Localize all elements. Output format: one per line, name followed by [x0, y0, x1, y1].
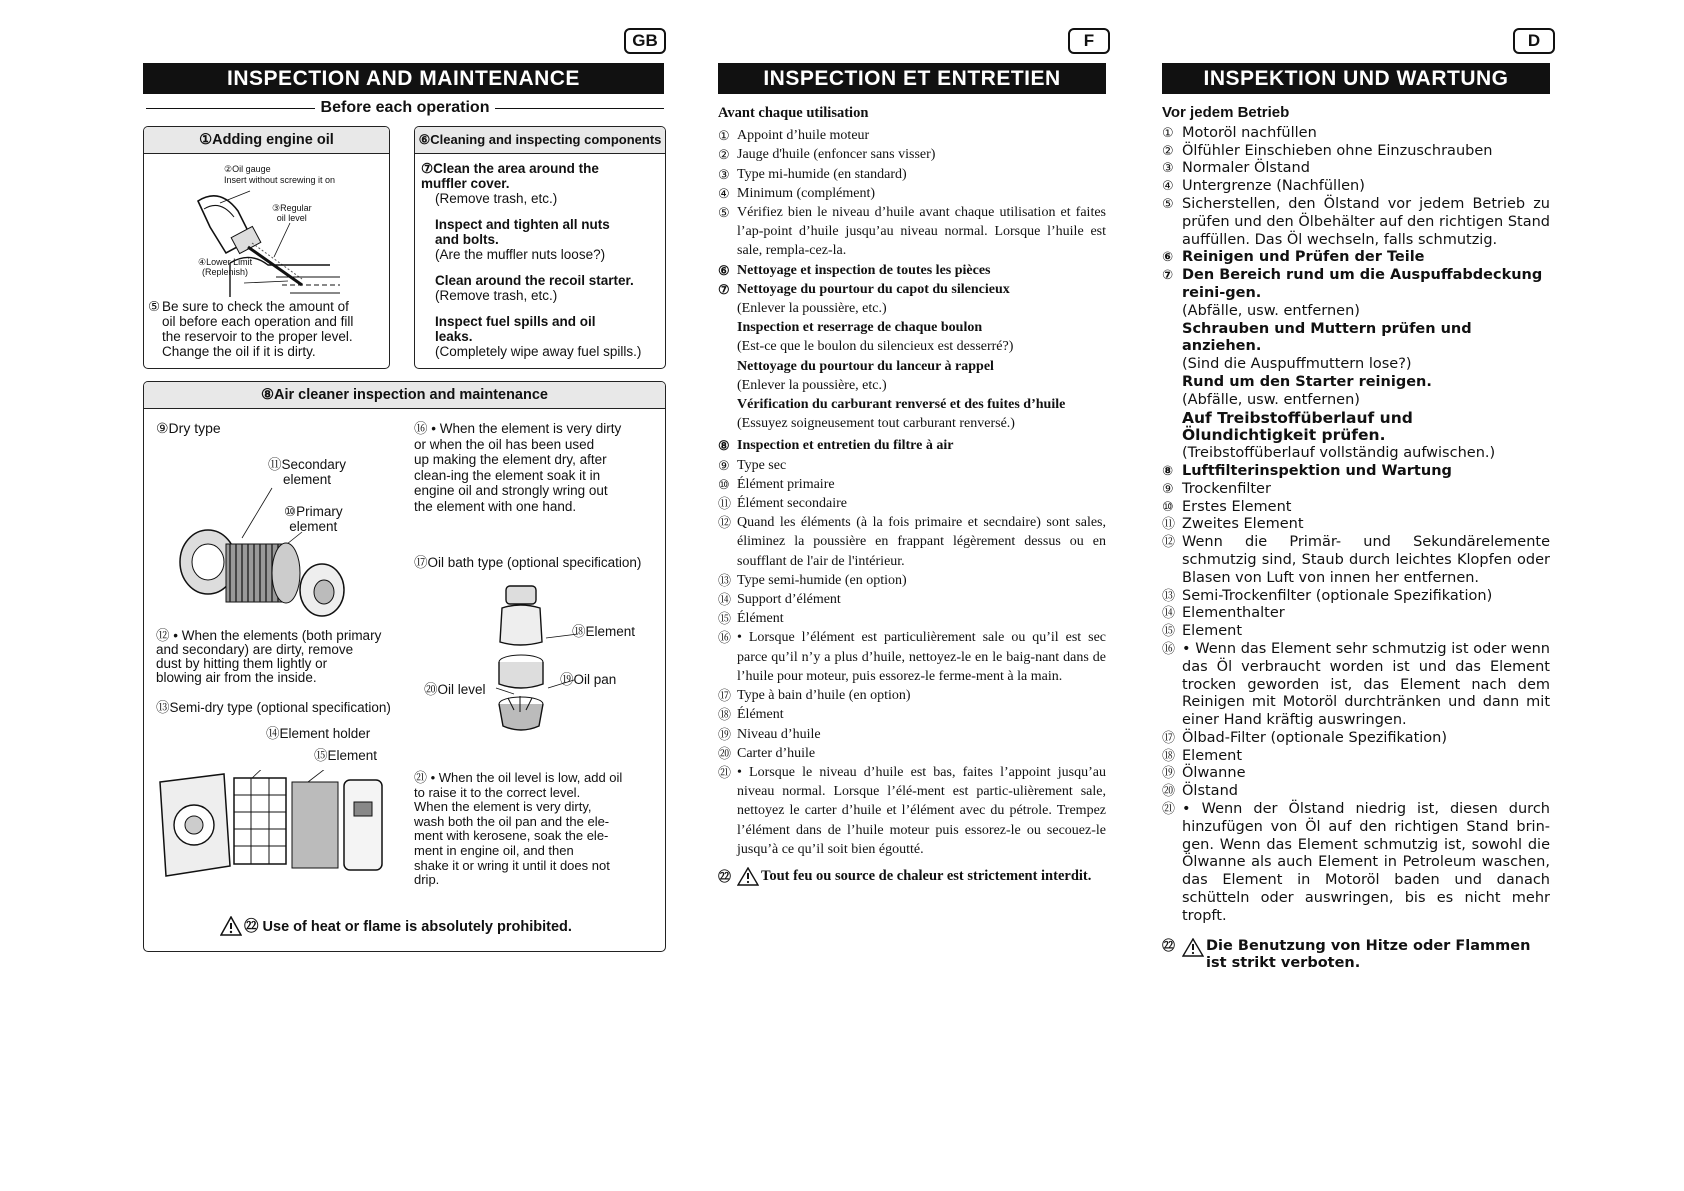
de-item-7f: Auf Treibstoffüberlauf und Ölundichtigkeit prüfen. — [1182, 408, 1413, 445]
de-item-1: ① Motoröl nachfüllen — [1162, 124, 1317, 141]
language-badge-d: D — [1513, 28, 1555, 54]
air-cleaner-header: ⑧Air cleaner inspection and maintenance — [144, 382, 665, 409]
cleaning-box — [414, 126, 666, 369]
fr-item-12: ⑫ Quand les éléments (à la fois primaire et secndaire) sont sales, éliminez la poussière en frappant légèrement dessus ou en soufflant de l'air de l'intérieur. — [718, 515, 1106, 569]
fr-item-16: ⑯ • Lorsque l’élément est particulièrement sale ou qu’il est sec parce qu’il n’y a plus d’huile, nettoyez-le en le baig-nant dans de l’huile pour moteur, puis essorez-le ferme-ment à la main. — [718, 630, 1106, 684]
de-column — [1162, 104, 1550, 973]
de-warning-icon — [1182, 938, 1204, 957]
gb-title-bar: INSPECTION AND MAINTENANCE — [143, 63, 664, 94]
fr-item-17: ⑰ Type à bain d’huile (en option) — [718, 688, 911, 704]
de-item-6: ⑥ Reinigen und Prüfen der Teile — [1162, 249, 1425, 266]
de-item-8: ⑧ Luftfilterinspektion und Wartung — [1162, 462, 1452, 479]
de-subtitle: Vor jedem Betrieb — [1162, 104, 1290, 121]
note-21: ㉑ • When the oil level is low, add oil to raise it to the correct level. When the element is very dirty, wash both the oil pan and the ele- ment with kerosene, soak the ele- ment in engine oil, and then shake it or wring it until it does not drip. — [414, 770, 623, 888]
fr-item-7d: Nettoyage du pourtour du lanceur à rappel — [737, 358, 994, 374]
fr-item-15: ⑮ Élément — [718, 611, 784, 627]
de-item-7: ⑦ Den Bereich rund um die Auspuffabdeckung reini-gen. — [1162, 267, 1543, 301]
clean-item-1-title: ⑦Clean the area around the muffler cover. — [421, 161, 599, 191]
fr-item-19: ⑲ Niveau d’huile — [718, 726, 821, 742]
dry-type-label: ⑨Dry type — [156, 420, 221, 436]
de-title-bar: INSPEKTION UND WARTUNG — [1162, 63, 1550, 94]
regular-level-label: ③Regular oil level — [272, 203, 312, 223]
fr-item-10: ⑩ Élément primaire — [718, 476, 835, 492]
clean-item-4-detail: (Completely wipe away fuel spills.) — [435, 344, 642, 359]
de-item-21: ㉑ • Wenn der Ölstand niedrig ist, diesen durch hinzufügen von Öl auf den richtigen Stand brin-gen. Wenn das Element schmutzig ist, sowohl die Ölwanne als auch Element in Petroleum waschen, das Element in Motoröl baden und danach schütteln oder auswringen, bis es nicht mehr tropft. — [1162, 801, 1550, 924]
fr-item-4: ④ Minimum (complément) — [718, 185, 876, 201]
de-item-19: ⑲ Ölwanne — [1162, 765, 1246, 782]
fr-item-8: ⑧ Inspection et entretien du filtre à air — [718, 438, 954, 454]
de-item-7a: (Abfälle, usw. entfernen) — [1182, 302, 1360, 319]
de-item-7b: Schrauben und Muttern prüfen und anziehen. — [1182, 320, 1472, 355]
de-item-7e: (Abfälle, usw. entfernen) — [1182, 391, 1360, 408]
element-18-label: ⑱Element — [572, 624, 636, 639]
oil-gauge-label: ②Oil gauge — [224, 164, 271, 174]
oil-note-number: ⑤ — [148, 299, 161, 314]
fr-item-22: ㉒ Tout feu ou source de chaleur est strictement interdit. — [718, 867, 1092, 884]
element-15-label: ⑮Element — [314, 748, 378, 763]
warning-text: ㉒ Use of heat or flame is absolutely prohibited. — [244, 919, 572, 935]
de-item-7c: (Sind die Auspuffmuttern lose?) — [1182, 356, 1412, 373]
semi-dry-label: ⑬Semi-dry type (optional specification) — [156, 700, 391, 715]
oil-box-header: ①Adding engine oil — [144, 127, 389, 154]
fr-item-5: ⑤ Vérifiez bien le niveau d’huile avant chaque utilisation et faites l’ap-point d’huile jusqu’au niveau normal. Lorsque l’huile est sale, rempla-cez-la. — [718, 205, 1106, 259]
oil-box — [143, 126, 390, 369]
de-item-5: ⑤ Sicherstellen, den Ölstand vor jedem Betrieb zu prüfen und den Ölbehälter auf den richtigen Stand auffüllen. Das Öl wechseln, falls schmutzig. — [1162, 195, 1550, 248]
oil-pan-label: ⑲Oil pan — [560, 672, 617, 687]
fr-warning-icon — [737, 867, 759, 886]
language-badge-gb: GB — [624, 28, 666, 54]
de-item-11: ⑪ Zweites Element — [1162, 516, 1304, 533]
oil-level-label: ⑳Oil level — [424, 682, 486, 697]
semi-dry-filter-illustration — [158, 770, 384, 882]
oil-note: Be sure to check the amount of oil before each operation and fill the reservoir to the proper level. Change the oil if it is dirty. — [162, 299, 354, 359]
de-item-7d: Rund um den Starter reinigen. — [1182, 373, 1432, 390]
clean-item-1-detail: (Remove trash, etc.) — [435, 191, 558, 206]
de-item-13: ⑬ Semi-Trockenfilter (optionale Spezifikation) — [1162, 587, 1493, 604]
clean-item-4-title: Inspect fuel spills and oil leaks. — [435, 314, 596, 344]
fr-item-7f: Vérification du carburant renversé et des fuites d’huile — [737, 397, 1066, 413]
cleaning-box-header: ⑥Cleaning and inspecting components — [415, 127, 665, 154]
fr-item-7: ⑦ Nettoyage du pourtour du capot du silencieux — [718, 281, 1010, 297]
fr-item-21: ㉑ • Lorsque le niveau d’huile est bas, faites l’appoint jusqu’au niveau normal. Lorsque l’élé-ment est partic-ulièrement sale, nettoyez le carter d’huile et l’élément avec du pétrole. Trempez l’élément dans de l’huile moteur puis essorez-le ou secouez-le jusqu’à ce qu’il soit bien égoutté. — [718, 764, 1106, 857]
fr-item-6: ⑥ Nettoyage et inspection de toutes les pièces — [718, 262, 991, 278]
fr-item-20: ⑳ Carter d’huile — [718, 745, 816, 761]
de-item-9: ⑨ Trockenfilter — [1162, 480, 1271, 497]
dry-filter-illustration — [172, 482, 347, 622]
fr-item-7g: (Essuyez soigneusement tout carburant renversé.) — [737, 416, 1015, 432]
clean-item-3-detail: (Remove trash, etc.) — [435, 288, 558, 303]
fr-item-7a: (Enlever la poussière, etc.) — [737, 301, 887, 317]
de-item-22: ㉒ Die Benutzung von Hitze oder Flammen ist strikt verboten. — [1162, 937, 1531, 972]
de-item-4: ④ Untergrenze (Nachfüllen) — [1162, 178, 1365, 195]
oil-bath-filter-illustration — [486, 580, 596, 742]
fr-item-13: ⑬ Type semi-humide (en option) — [718, 572, 907, 588]
language-badge-f: F — [1068, 28, 1110, 54]
insert-label: Insert without screwing it on — [224, 175, 336, 185]
oil-bath-label: ⑰Oil bath type (optional specification) — [414, 555, 642, 570]
oil-gauge-illustration — [190, 181, 340, 299]
fr-item-18: ⑱ Élément — [718, 707, 784, 723]
fr-subtitle: Avant chaque utilisation — [718, 105, 869, 121]
de-item-10: ⑩ Erstes Element — [1162, 498, 1292, 515]
fr-column — [718, 104, 1106, 886]
de-item-7g: (Treibstoffüberlauf vollständig aufwischen.) — [1182, 445, 1496, 462]
fr-item-7e: (Enlever la poussière, etc.) — [737, 377, 887, 393]
note-16: ⑯ • When the element is very dirty or when the oil has been used up making the element dry, after clean-ing the element soak it in engine oil and strongly wring out the element with one hand. — [414, 421, 622, 514]
de-item-2: ② Ölfühler Einschieben ohne Einzuschrauben — [1162, 142, 1493, 159]
fr-item-2: ② Jauge d'huile (enfoncer sans visser) — [718, 147, 936, 163]
warning-line — [220, 915, 572, 936]
fr-item-7c: (Est-ce que le boulon du silencieux est desserré?) — [737, 339, 1014, 355]
de-item-15: ⑮ Element — [1162, 623, 1243, 640]
de-item-17: ⑰ Ölbad-Filter (optionale Spezifikation) — [1162, 729, 1448, 746]
dirty-note: ⑫ • When the elements (both primary and secondary) are dirty, remove dust by hitting them lightly or blowing air from the inside. — [156, 628, 382, 685]
fr-item-7b: Inspection et reserrage de chaque boulon — [737, 320, 983, 336]
clean-item-2-detail: (Are the muffler nuts loose?) — [435, 247, 606, 262]
air-cleaner-box — [143, 381, 666, 952]
de-item-16: ⑯ • Wenn das Element sehr schmutzig ist oder wenn das Öl verbraucht worden ist und das Element trocken geworden ist, das Element nach dem Reinigen mit Motoröl durchtränken und dann mit einer Hand kräftig auswringen. — [1162, 640, 1550, 729]
de-item-3: ③ Normaler Ölstand — [1162, 160, 1310, 177]
clean-item-3-title: Clean around the recoil starter. — [435, 273, 634, 288]
fr-item-14: ⑭ Support d’élément — [718, 592, 841, 608]
primary-element-label: ⑩Primary element — [284, 504, 343, 534]
de-item-18: ⑱ Element — [1162, 747, 1243, 764]
lower-limit-label: ④Lower Limit (Replenish) — [198, 257, 253, 277]
gb-subtitle: Before each operation — [146, 98, 664, 118]
fr-title-bar: INSPECTION ET ENTRETIEN — [718, 63, 1106, 94]
fr-item-3: ③ Type mi-humide (en standard) — [718, 166, 907, 182]
de-item-12: ⑫ Wenn die Primär- und Sekundärelemente schmutzig sind, Staub durch leichtes Klopfen oder Blasen von Luft von innen her entfernen. — [1162, 534, 1550, 586]
element-holder-label: ⑭Element holder — [266, 726, 371, 741]
secondary-element-label: ⑪Secondary element — [268, 457, 347, 487]
fr-item-9: ⑨ Type sec — [718, 457, 787, 473]
warning-icon — [220, 916, 242, 936]
fr-item-11: ⑪ Élément secondaire — [718, 496, 848, 512]
de-item-14: ⑭ Elementhalter — [1162, 605, 1285, 622]
clean-item-2-title: Inspect and tighten all nuts and bolts. — [435, 217, 610, 247]
de-item-20: ⑳ Ölstand — [1162, 783, 1238, 800]
fr-item-1: ① Appoint d’huile moteur — [718, 128, 870, 144]
